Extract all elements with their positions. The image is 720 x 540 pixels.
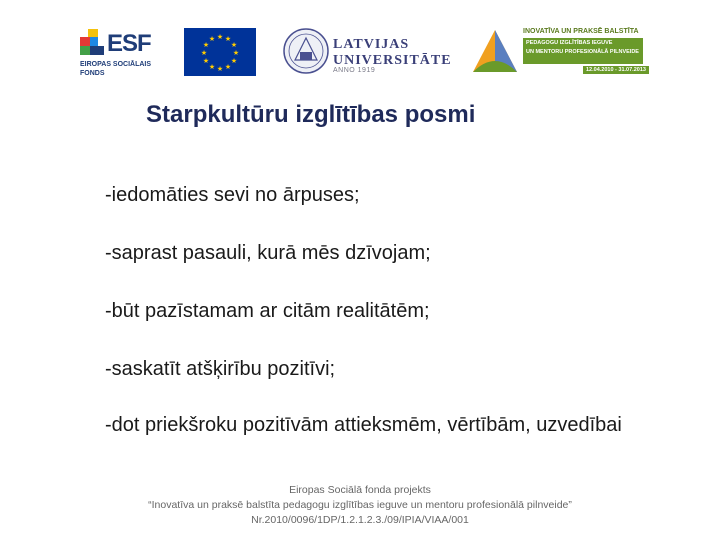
svg-text:★: ★ <box>202 41 210 49</box>
list-item: -saskatīt atšķirību pozitīvi; <box>105 358 336 380</box>
eu-flag-icon <box>184 28 256 76</box>
list-item: -iedomāties sevi no ārpuses; <box>105 184 360 206</box>
university-name <box>333 37 452 69</box>
svg-text:★: ★ <box>216 65 224 73</box>
svg-text:★: ★ <box>208 35 216 43</box>
university-name-line1: LATVIJAS <box>333 37 410 52</box>
logo-header <box>0 0 720 95</box>
university-name-line2: UNIVERSITĀTE <box>333 53 452 68</box>
svg-text:★: ★ <box>202 57 210 65</box>
svg-text:★: ★ <box>208 63 216 71</box>
list-item: -dot priekšroku pozitīvām attieksmēm, vērtībām, uzvedībai <box>105 414 622 436</box>
list-item: -saprast pasauli, kurā mēs dzīvojam; <box>105 242 431 264</box>
project-logo <box>471 28 647 80</box>
project-title: INOVATĪVA UN PRAKSĒ BALSTĪTA <box>523 28 639 35</box>
footer-line2: “Inovatīva un praksē balstīta pedagogu izglītības ieguve un mentoru profesionālā pilnveide” <box>148 499 572 511</box>
esf-logo-text: ESF <box>107 30 151 57</box>
list-item: -būt pazīstamam ar citām realitātēm; <box>105 300 430 322</box>
slide-title: Starpkultūru izglītības posmi <box>146 101 476 128</box>
esf-subtitle-line1: EIROPAS SOCIĀLAIS <box>80 61 152 68</box>
project-banner-line1: PEDAGOGU IZGLĪTĪBAS IEGUVE <box>526 40 613 46</box>
svg-text:★: ★ <box>224 35 232 43</box>
svg-text:★: ★ <box>232 49 240 57</box>
project-mark-icon <box>471 28 519 76</box>
footer-line3: Nr.2010/0096/1DP/1.2.1.2.3./09/IPIA/VIAA/001 <box>251 514 469 526</box>
svg-text:★: ★ <box>224 63 232 71</box>
svg-text:★: ★ <box>230 41 238 49</box>
university-year: ANNO 1919 <box>333 67 376 74</box>
svg-text:★: ★ <box>216 33 224 41</box>
university-seal-icon <box>283 26 329 76</box>
esf-mark-icon <box>80 29 106 55</box>
svg-text:★: ★ <box>230 57 238 65</box>
esf-subtitle-line2: FONDS <box>80 70 105 77</box>
footer-line1: Eiropas Sociālā fonda projekts <box>289 484 431 496</box>
project-banner <box>523 38 643 64</box>
university-logo <box>283 26 463 82</box>
project-dates: 12.04.2010 - 31.07.2013 <box>583 66 649 74</box>
svg-text:★: ★ <box>200 49 208 57</box>
esf-logo <box>80 28 160 83</box>
footer <box>0 483 720 528</box>
esf-logo-subtitle <box>80 60 151 78</box>
project-banner-line2: UN MENTORU PROFESIONĀLĀ PILNVEIDE <box>526 48 639 55</box>
